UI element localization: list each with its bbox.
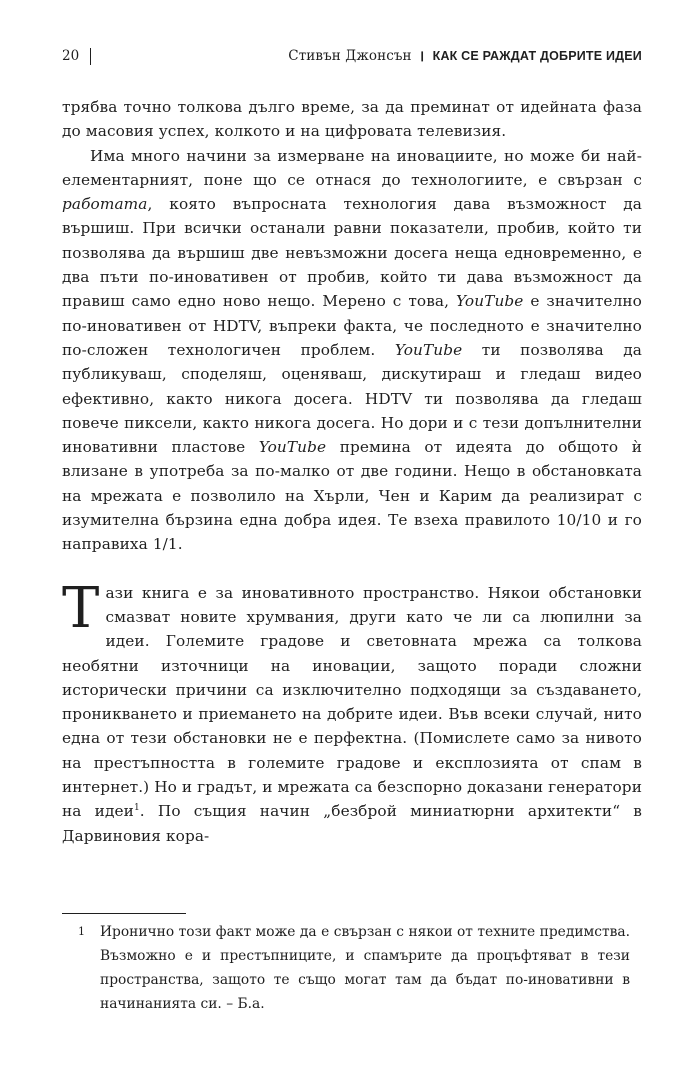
author-name: Стивън Джонсън [288,48,412,64]
paragraph-3 [62,575,642,848]
footnote-text: Иронично този факт може да е свързан с някои от техните предимства. Възможно е и престъпниците, и спамърите да процъфтяват в тези пространства, защото те също могат там да бъдат по-иновативни в начинанията си. – Б.а. [100,924,630,1012]
footnote-rule [62,913,186,914]
header-divider [90,48,91,65]
paragraph-3-text-2: . По същия начин „безброй миниатюрни архитекти“ в Дарвиновия кора- [62,802,642,845]
emphasis-youtube-3: YouTube [258,438,327,457]
paragraph-2-text-5: премина от идеята до общото ѝ влизане в употреба за по-малко от две години. Нещо в обстановката на мрежата е позволило на Хърли, Чен и Карим да реализират с изумителна бързина една добра идея. Те взеха правилото 10/10 и го направиха 1/1. [62,438,642,554]
footnote-reference: 1 [133,803,140,814]
paragraph-2-text-1: Има много начини за измерване на иновациите, но може би най-елементарният, поне що се отнася до технологиите, е свързан с [62,146,642,189]
emphasis-work: работата [62,195,148,214]
paragraph-3-text-1: ази книга е за иновативното пространство. Някои обстановки смазват новите хрумвания, други като че ли са люпилни за идеи. Големите градове и световната мрежа са толкова необятни източници на иновации, защото поради сложни исторически причини са изключително подходящи за създаването, проникването и приемането на добрите идеи. Във всеки случай, нито една от тези обстановки не е перфектна. (Помислете само за нивото на престъпността в големите градове и експлозията от спам в интернет.) Но и градът, и мрежата са безспорно доказани генератори на идеи [62,583,642,821]
paragraph-2-text-4: ти позволява да публикуваш, споделяш, оценяваш, дискутираш и гледаш видео ефективно, както никога досега. HDTV ти позволява да гледаш повече пиксели, както никога досега. Но дори и с тези допълнителни иновативни пластове [62,340,642,457]
body-text [62,95,642,848]
book-title: КАК СЕ РАЖДАТ ДОБРИТЕ ИДЕИ [432,49,642,63]
paragraph-1 [62,95,642,144]
page-number: 20 [62,48,80,64]
emphasis-youtube-1: YouTube [456,292,524,311]
paragraph-2-text-3: е значително по-иновативен от HDTV, въпреки факта, че последното е значително по-сложен технологичен проблем. [62,292,642,359]
paragraph-1-text: трябва точно толкова дълго време, за да преминат от идейната фаза до масовия успех, колкото и на цифровата телевизия. [62,98,642,141]
drop-cap: Т [62,575,100,641]
emphasis-youtube-2: YouTube [394,340,463,359]
footnote-number: 1 [78,925,85,938]
paragraph-2 [62,144,642,557]
section-break [62,557,642,581]
footnote [78,920,630,1016]
running-header [62,44,642,68]
header-separator: ❙ [417,51,427,62]
paragraph-2-text-2: , която въпросната технология дава възможност да вършиш. При всички останали равни показатели, пробив, който ти позволява да вършиш две невъзможни досега неща едновременно, е два пъти по-иновативен от пробив, който ти дава възможност да правиш само едно ново нещо. Мерено с това, [62,195,642,311]
running-head [288,44,642,70]
